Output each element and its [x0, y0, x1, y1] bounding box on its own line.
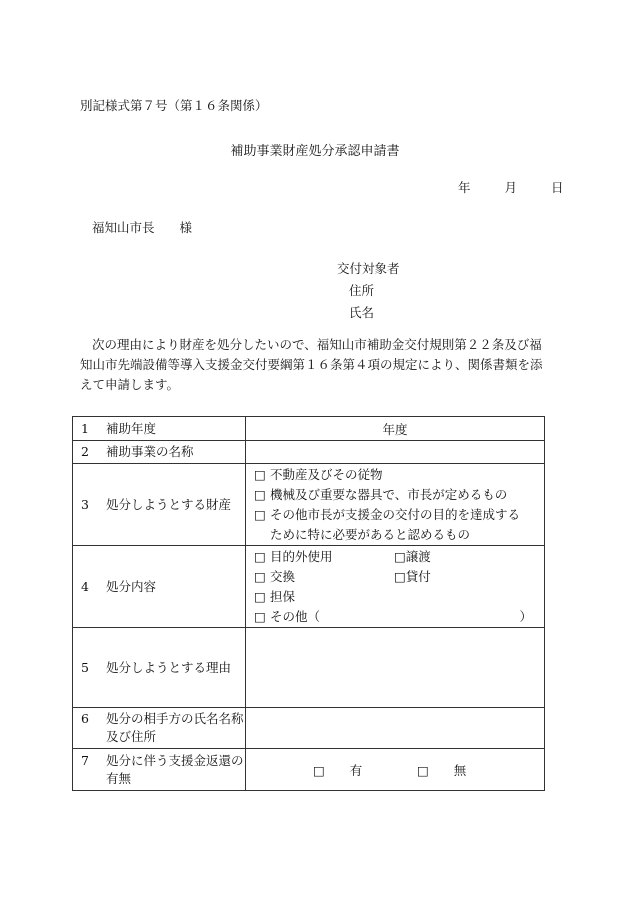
checkbox-icon[interactable]: □: [254, 466, 266, 482]
row-number: 5: [81, 659, 89, 675]
document-title: 補助事業財産処分承認申請書: [230, 144, 400, 159]
applicant-block: [337, 258, 400, 324]
disposal-option-other[interactable]: □ その他（ ）: [246, 607, 544, 627]
row-label: 処分しようとする財産: [106, 496, 232, 512]
refund-no-checkbox[interactable]: □ 無: [416, 762, 467, 778]
checkbox-icon[interactable]: □: [254, 568, 266, 584]
row-number: 2: [81, 444, 89, 459]
row-number: 1: [81, 420, 89, 436]
reason-field[interactable]: [246, 628, 545, 708]
row-label: 処分に伴う支援金返還の有無: [106, 752, 244, 786]
checkbox-icon[interactable]: □: [254, 608, 266, 624]
table-row-property: [73, 464, 545, 546]
date-day-label: 日: [551, 180, 564, 195]
property-option-other-continued: ために特に必要があると認めるもの: [270, 526, 471, 542]
row-label: 補助事業の名称: [106, 444, 194, 459]
property-option-machinery[interactable]: □ 機械及び重要な器具で、市長が定めるもの: [246, 485, 544, 505]
disposal-option-exchange[interactable]: □ 交換: [254, 567, 394, 587]
property-option-real-estate[interactable]: □ 不動産及びその従物: [246, 465, 544, 485]
addressee: 福知山市長 様: [92, 220, 193, 235]
disposal-option-collateral[interactable]: □ 担保: [246, 587, 544, 607]
table-row-reason: [73, 628, 545, 708]
applicant-heading: 交付対象者: [337, 261, 400, 276]
checkbox-icon[interactable]: □: [254, 506, 266, 522]
checkbox-icon[interactable]: □: [254, 548, 266, 564]
form-number: 別記様式第７号（第１６条関係）: [80, 98, 268, 113]
table-row-project-name: [73, 441, 545, 464]
table-row-counterparty: [73, 708, 545, 749]
subsidy-year-field[interactable]: [246, 417, 545, 441]
checkbox-icon[interactable]: □: [254, 588, 266, 604]
application-statement: 次の理由により財産を処分したいので、福知山市補助金交付規則第２２条及び福知山市先端設備等導入支援金交付要綱第１６条第４項の規定により、関係書類を添えて申請します。: [80, 337, 543, 392]
date-month-label: 月: [504, 180, 518, 195]
disposal-option-transfer[interactable]: □譲渡: [394, 548, 431, 564]
other-detail-field[interactable]: [320, 607, 519, 627]
row-label: 処分内容: [106, 578, 157, 594]
applicant-address-label: 住所: [349, 283, 375, 298]
row-number: 4: [81, 578, 89, 594]
disposal-option-other-use[interactable]: □ 目的外使用: [254, 547, 394, 567]
checkbox-icon[interactable]: □: [254, 486, 266, 502]
application-form-table: [72, 416, 545, 791]
date-line: [458, 178, 564, 196]
refund-yes-checkbox[interactable]: □ 有: [313, 762, 363, 778]
property-option-other[interactable]: □ その他市長が支援金の交付の目的を達成する: [246, 505, 544, 525]
row-label: 処分の相手方の氏名名称及び住所: [106, 711, 244, 744]
row-number: 7: [81, 752, 89, 768]
fiscal-year-suffix: 年度: [382, 421, 408, 437]
table-row-refund: [73, 749, 545, 791]
disposal-option-lend[interactable]: □貸付: [394, 568, 431, 584]
table-row-disposal-content: [73, 546, 545, 628]
project-name-field[interactable]: [246, 441, 545, 464]
row-number: 6: [81, 711, 89, 726]
applicant-name-label: 氏名: [349, 305, 375, 320]
row-label: 処分しようとする理由: [106, 659, 232, 675]
row-number: 3: [81, 496, 89, 512]
counterparty-field[interactable]: [246, 708, 545, 749]
row-label: 補助年度: [106, 420, 157, 436]
table-row-subsidy-year: [73, 417, 545, 441]
date-year-label: 年: [458, 180, 471, 195]
